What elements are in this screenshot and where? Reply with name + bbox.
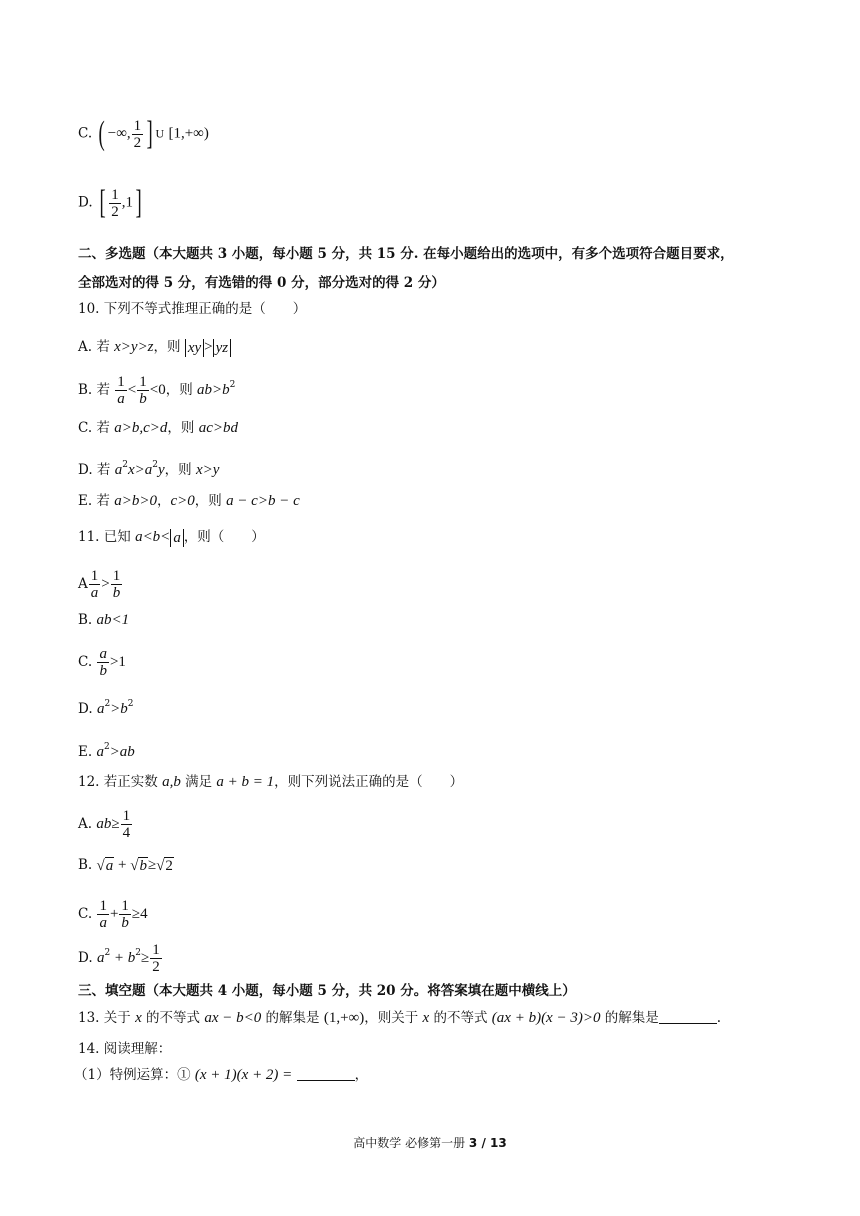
inequality: (ax + b)(x − 3)>0 bbox=[491, 1010, 601, 1026]
option-label: E. bbox=[78, 744, 97, 760]
stem-suffix: ，则（ ） bbox=[183, 529, 265, 545]
fraction-denominator: b bbox=[121, 915, 129, 931]
variable: a bbox=[114, 462, 123, 478]
fraction-denominator: a bbox=[117, 391, 125, 407]
q10-option-a bbox=[78, 337, 231, 357]
condition: c>0 bbox=[170, 493, 195, 509]
expression: ab<1 bbox=[96, 612, 130, 628]
plus-sign: + bbox=[114, 857, 131, 873]
exponent: 2 bbox=[135, 948, 142, 958]
fraction-denominator: b bbox=[139, 391, 147, 407]
text-part: 的解集是 bbox=[600, 1010, 659, 1026]
condition: a>b,c>d bbox=[114, 420, 168, 436]
separator: ， bbox=[156, 493, 171, 509]
sqrt: √2 bbox=[156, 857, 173, 874]
fraction bbox=[97, 646, 109, 679]
exponent: 2 bbox=[104, 948, 111, 958]
result: ab>b bbox=[197, 382, 230, 398]
option-label: B. 若 bbox=[78, 382, 115, 398]
option-label: A bbox=[78, 576, 88, 592]
section-2-heading-line1: 二、多选题（本大题共 3 小题，每小题 5 分，共 15 分. 在每小题给出的选项中，有多个选项符合题目要求， bbox=[78, 246, 734, 262]
q13-text bbox=[78, 1008, 721, 1028]
q12-stem bbox=[78, 772, 463, 792]
fraction-numerator: 1 bbox=[122, 808, 131, 824]
variable: x bbox=[422, 1010, 430, 1026]
item-prefix: （1）特例运算：① bbox=[74, 1067, 195, 1083]
page-number: 3 / 13 bbox=[468, 1136, 507, 1150]
result: a − c>b − c bbox=[226, 493, 300, 509]
left-paren: ( bbox=[98, 115, 106, 152]
solution-set: (1,+∞) bbox=[323, 1010, 365, 1026]
page-footer bbox=[0, 1134, 860, 1151]
fraction bbox=[115, 374, 127, 407]
fraction-denominator: 2 bbox=[111, 203, 119, 220]
q14-stem: 14. 阅读理解： bbox=[78, 1041, 172, 1057]
fraction-numerator: 1 bbox=[139, 374, 147, 390]
condition: a>b>0 bbox=[114, 493, 157, 509]
ge-sign: ≥ bbox=[141, 950, 150, 966]
fraction bbox=[121, 808, 133, 841]
inequality-tail: >1 bbox=[109, 654, 126, 670]
q9-option-d bbox=[78, 186, 144, 220]
text-part: 的不等式 bbox=[141, 1010, 205, 1026]
less-sign: < bbox=[127, 382, 137, 398]
variable: a bbox=[96, 744, 104, 760]
text-part: 的不等式 bbox=[429, 1010, 492, 1026]
fraction-denominator: a bbox=[90, 585, 99, 601]
condition: x>y>z bbox=[114, 339, 154, 355]
fraction bbox=[137, 374, 149, 407]
fraction-numerator: 1 bbox=[117, 374, 125, 390]
q10-option-c bbox=[78, 418, 238, 438]
result: ac>bd bbox=[198, 420, 238, 436]
then-word: ，则 bbox=[164, 462, 196, 478]
answer-blank[interactable] bbox=[297, 1066, 355, 1081]
fraction-denominator: 4 bbox=[122, 825, 131, 841]
fraction-numerator: 1 bbox=[111, 186, 119, 203]
option-label: C. 若 bbox=[78, 420, 115, 436]
section-2-heading-line2: 全部选对的得 5 分，有选错的得 0 分，部分选对的得 2 分） bbox=[78, 275, 445, 291]
q12-option-c bbox=[78, 898, 148, 931]
exponent: 2 bbox=[122, 460, 128, 470]
fraction-half bbox=[132, 118, 144, 151]
inequality-tail: <0 bbox=[149, 382, 166, 398]
fraction-half bbox=[109, 187, 121, 220]
result: x>y bbox=[195, 462, 220, 478]
exponent: 2 bbox=[104, 699, 111, 709]
fraction-denominator: a bbox=[99, 915, 107, 931]
fraction bbox=[119, 898, 131, 931]
sqrt: √b bbox=[130, 857, 147, 874]
q11-option-b bbox=[78, 610, 129, 630]
option-label: D. 若 bbox=[78, 462, 115, 478]
option-label: A. bbox=[78, 816, 97, 832]
fraction bbox=[97, 898, 109, 931]
then-word: ，则 bbox=[194, 493, 227, 509]
q12-option-a bbox=[78, 808, 133, 841]
option-label: B. bbox=[78, 857, 97, 873]
q14-item-1 bbox=[74, 1065, 368, 1085]
option-label: D. bbox=[78, 950, 97, 966]
comma: ， bbox=[354, 1067, 369, 1083]
radicand: b bbox=[139, 857, 147, 874]
fraction-numerator: 1 bbox=[121, 898, 129, 914]
fraction-denominator: 2 bbox=[152, 959, 160, 975]
option-label: B. bbox=[78, 612, 97, 628]
variable: a bbox=[96, 701, 105, 717]
fraction-numerator: 1 bbox=[112, 568, 121, 584]
answer-blank[interactable] bbox=[659, 1009, 717, 1024]
q12-option-d bbox=[78, 942, 163, 975]
fraction-denominator: b bbox=[112, 585, 121, 601]
fraction-numerator: 1 bbox=[90, 568, 99, 584]
variable: x bbox=[135, 1010, 142, 1026]
expression: >ab bbox=[109, 744, 135, 760]
q10-option-d bbox=[78, 455, 219, 480]
fraction-denominator: b bbox=[99, 663, 107, 679]
option-label: D. bbox=[78, 194, 97, 211]
inequality: ax − b<0 bbox=[204, 1010, 262, 1026]
text-part: 的解集是 bbox=[261, 1010, 324, 1026]
neg-infinity: −∞, bbox=[107, 125, 131, 142]
text-part: 13. 关于 bbox=[78, 1010, 136, 1026]
option-label: C. bbox=[78, 906, 97, 922]
q10-option-e bbox=[78, 491, 300, 511]
abs-value: xy bbox=[185, 339, 204, 357]
exponent: 2 bbox=[229, 380, 236, 390]
q10-stem: 10. 下列不等式推理正确的是（ ） bbox=[78, 301, 307, 317]
radicand: a bbox=[105, 857, 114, 874]
abs-value: a bbox=[170, 529, 184, 547]
plus-sign: + bbox=[109, 906, 119, 922]
then-word: ，则 bbox=[167, 420, 199, 436]
option-label: A. 若 bbox=[78, 339, 115, 355]
expression: x>a bbox=[127, 462, 153, 478]
abs-value: yz bbox=[213, 339, 232, 357]
q11-option-c bbox=[78, 646, 126, 679]
interval-tail: ,1 bbox=[121, 194, 134, 211]
footer-title: 高中数学 必修第一册 bbox=[353, 1136, 469, 1150]
text-part: ，则关于 bbox=[364, 1010, 423, 1026]
q11-option-a bbox=[78, 568, 123, 601]
greater-sign: > bbox=[101, 576, 110, 592]
option-label: D. bbox=[78, 701, 97, 717]
union-symbol: U bbox=[155, 126, 165, 141]
q11-option-e bbox=[78, 737, 135, 762]
fraction bbox=[111, 568, 123, 601]
greater-sign: > bbox=[204, 339, 213, 355]
right-bracket: ] bbox=[146, 115, 153, 152]
right-bracket: ] bbox=[135, 184, 142, 221]
interval-tail: [1,+∞) bbox=[168, 125, 209, 142]
expression: + b bbox=[110, 950, 136, 966]
stem-suffix: ，则下列说法正确的是（ ） bbox=[274, 774, 464, 790]
q10-option-b bbox=[78, 374, 235, 407]
fraction bbox=[89, 568, 101, 601]
then-word: ，则 bbox=[165, 382, 198, 398]
q12-option-b bbox=[78, 855, 174, 876]
option-label: C. bbox=[78, 654, 97, 670]
option-label: E. 若 bbox=[78, 493, 115, 509]
q11-option-d bbox=[78, 694, 134, 719]
q9-option-c bbox=[78, 117, 209, 151]
stem-prefix: 12. 若正实数 bbox=[78, 774, 163, 790]
expression: ab≥ bbox=[96, 816, 120, 832]
fraction-numerator: 1 bbox=[99, 898, 107, 914]
sqrt: √a bbox=[96, 857, 114, 874]
inequality-tail: ≥4 bbox=[131, 906, 148, 922]
fraction-denominator: 2 bbox=[133, 134, 142, 151]
section-3-heading: 三、填空题（本大题共 4 小题，每小题 5 分，共 20 分。将答案填在题中横线上） bbox=[78, 983, 576, 999]
left-bracket: [ bbox=[99, 184, 106, 221]
period: . bbox=[716, 1010, 722, 1026]
radicand: 2 bbox=[165, 857, 173, 874]
variables: a,b bbox=[162, 774, 181, 790]
exponent: 2 bbox=[152, 460, 158, 470]
stem-prefix: 11. 已知 bbox=[78, 529, 136, 545]
q11-stem bbox=[78, 527, 265, 547]
fraction-numerator: 1 bbox=[133, 117, 142, 134]
exponent: 2 bbox=[103, 742, 110, 752]
expression: >b bbox=[110, 701, 128, 717]
fraction bbox=[150, 942, 162, 975]
then-word: ，则 bbox=[153, 339, 185, 355]
fraction-numerator: a bbox=[99, 646, 107, 662]
variable: y bbox=[157, 462, 165, 478]
variable: a bbox=[96, 950, 105, 966]
expression: (x + 1)(x + 2) = bbox=[194, 1067, 293, 1083]
stem-mid: 满足 bbox=[180, 774, 217, 790]
condition: a + b = 1 bbox=[216, 774, 275, 790]
fraction-numerator: 1 bbox=[152, 942, 160, 958]
option-label: C. bbox=[78, 125, 97, 142]
exponent: 2 bbox=[127, 699, 134, 709]
ge-sign: ≥ bbox=[147, 857, 157, 873]
condition: a<b< bbox=[135, 529, 171, 545]
